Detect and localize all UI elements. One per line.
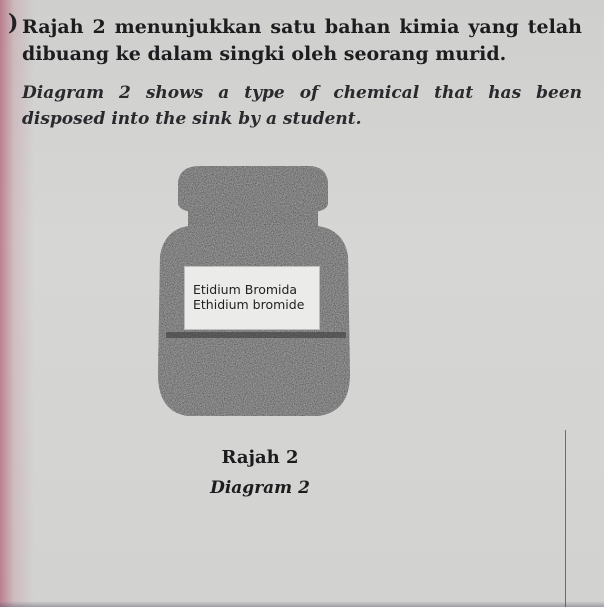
page-bottom-edge (0, 601, 604, 607)
jar-label-malay: Etidium Bromida (193, 282, 298, 297)
question-marker: ) (8, 10, 19, 36)
diagram-caption-malay: Rajah 2 (221, 447, 299, 468)
diagram-caption-english: Diagram 2 (210, 478, 310, 498)
chemical-jar (140, 160, 370, 430)
question-text-malay: Rajah 2 menunjukkan satu bahan kimia yang telah dibuang ke dalam singki oleh seorang murid. (22, 16, 582, 65)
jar-label (184, 266, 320, 330)
jar-lid (178, 166, 328, 212)
jar-label-english: Ethidium bromide (193, 297, 305, 312)
margin-rule (565, 430, 566, 607)
jar-neck (188, 208, 318, 228)
question-text-english: Diagram 2 shows a type of chemical that has been disposed into the sink by a student. (22, 83, 582, 129)
